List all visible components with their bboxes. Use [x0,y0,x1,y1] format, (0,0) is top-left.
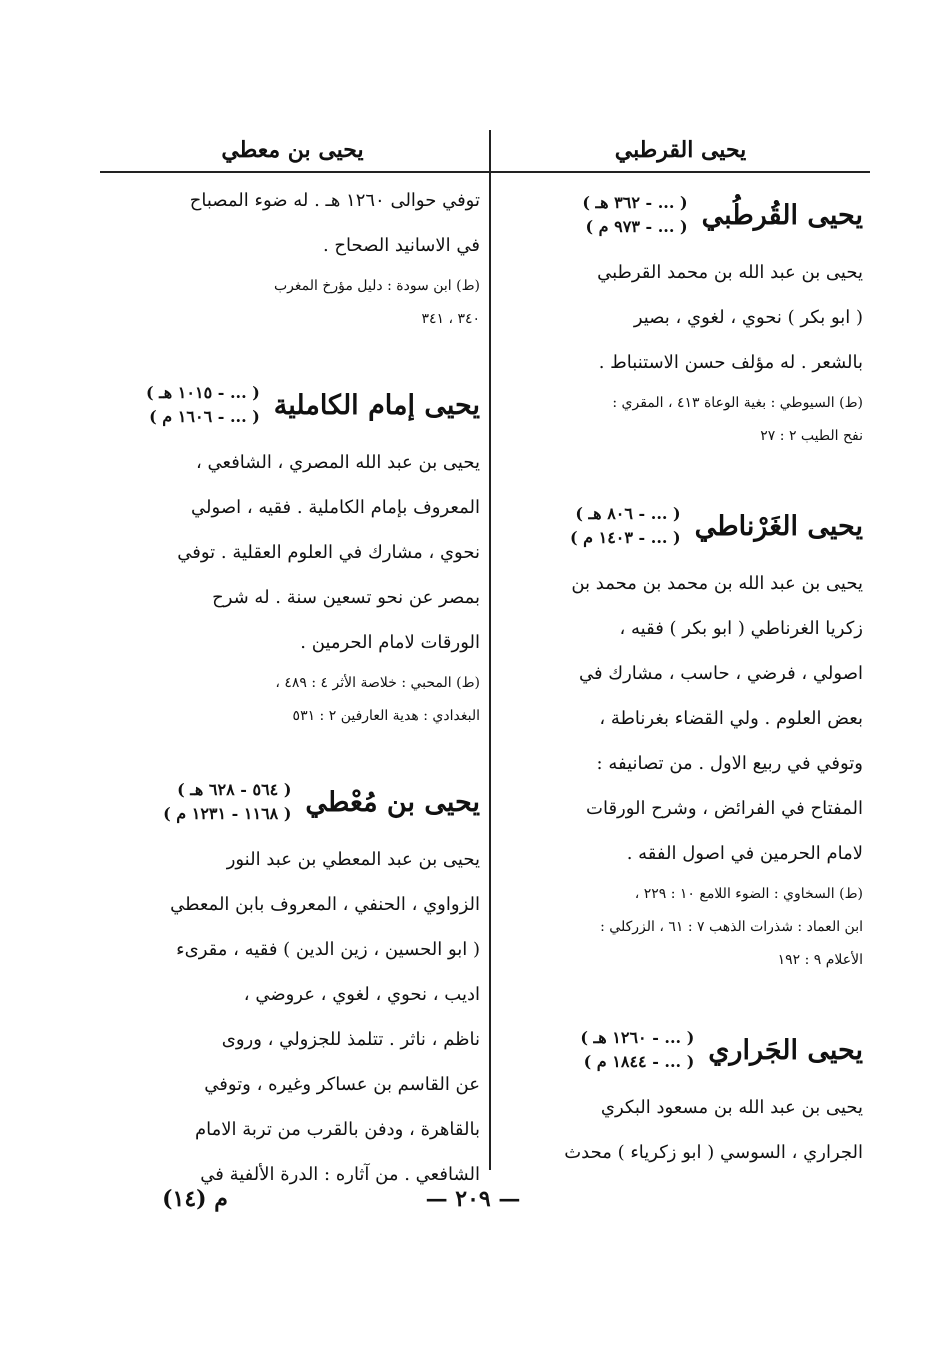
entry-text-line: اصولي ، فرضي ، حاسب ، مشارك في [578,663,863,684]
entry-source-line: البغدادي : هدية العارفين ٢ : ٥٣١ [292,708,480,724]
entry-text-line: اديب ، نحوي ، لغوي ، عروضي ، [243,984,480,1005]
entry-text-line: ( ابو الحسين ، زين الدين ) فقيه ، مقرىء [176,939,480,960]
signature-mark: م (١٤) [162,1186,228,1212]
entry-name: يحيى القُرطُبي [701,199,863,231]
column-divider [489,130,491,1170]
entry-dates [570,502,681,550]
entry-text-line: زكريا الغرناطي ( ابو بكر ) فقيه ، [619,618,863,639]
entry-gharnati [498,491,863,975]
entry-text-line: يحيى بن عبد الله بن محمد بن محمد بن [571,573,863,594]
entry-name: يحيى الغَرْناطي [694,510,863,542]
entry-text-line: يحيى بن عبد الله بن محمد القرطبي [597,262,863,283]
entry-text-line: بالشعر . له مؤلف حسن الاستنباط . [598,352,863,373]
entry-dates [582,191,687,239]
dates-gregorian: ( ... - ٩٧٣ م ) [585,217,688,236]
dates-gregorian: ( ... - ١٦٠٦ م ) [149,407,260,426]
entry-text-line: الشافعي . من آثاره : الدرة الألفية في [200,1164,480,1185]
entry-text-line: بالقاهرة ، ودفن بالقرب من تربة الامام [194,1119,480,1140]
entry-text-line: بعض العلوم . ولي القضاء بغرناطة ، [599,708,863,729]
entry-text-line: الجراري ، السوسي ( ابو زكرياء ) محدث [564,1142,863,1163]
entry-text-line: وتوفي في ربيع الاول . من تصانيفه : [596,753,863,774]
entry-text-line: لامام الحرمين في اصول الفقه . [626,843,863,864]
entry-heading [105,370,480,440]
entry-dates [580,1026,694,1074]
page-number: — ٢٠٩ — [425,1186,521,1212]
entry-source-line: الأعلام ٩ : ١٩٢ [777,952,863,968]
entry-source-line: (ط) السيوطي : بغية الوعاة ٤١٣ ، المقري : [612,395,863,411]
entry-name: يحيى بن مُعْطي [305,786,480,818]
right-running-header: يحيى القرطبي [614,137,747,163]
entry-heading [105,767,480,837]
entry-text-line: يحيى بن عبد المعطي بن عبد النور [226,849,480,870]
entry-text-line: نحوي ، مشارك في العلوم العقلية . توفي [177,542,480,563]
entry-text-line: المعروف بإمام الكاملية . فقيه ، اصولي [191,497,480,518]
entry-text-line: يحيى بن عبد الله المصري ، الشافعي ، [195,452,480,473]
entry-source-line: ٣٤٠ ، ٣٤١ [421,311,480,327]
entry-source-line: (ط) السخاوي : الضوء اللامع ١٠ : ٢٢٩ ، [634,886,863,902]
dates-gregorian: ( ١١٦٨ - ١٢٣١ م ) [163,804,292,823]
entry-heading [498,491,863,561]
dates-hijri: ( ... - ٨٠٦ هـ ) [575,504,681,523]
entry-ibn-muti [105,767,480,1197]
entry-text-line: الورقات لامام الحرمين . [300,632,480,653]
entry-text-line: ( ابو بكر ) نحوي ، لغوي ، بصير [633,307,863,328]
entry-heading [498,180,863,250]
dates-gregorian: ( ... - ١٨٤٤ م ) [583,1052,695,1071]
entry-text-line: بمصر عن نحو تسعين سنة . له شرح [212,587,480,608]
entry-text-line: الزواوي ، الحنفي ، المعروف بابن المعطي [170,894,480,915]
entry-name: يحيى إمام الكاملية [273,389,480,421]
entry-dates [163,778,291,826]
right-column [498,130,863,1175]
dates-hijri: ( ... - ١٠١٥ هـ ) [145,383,260,402]
entry-heading [498,1015,863,1085]
entry-text-line: عن القاسم بن عساكر وغيره ، وتوفي [204,1074,480,1095]
dates-gregorian: ( ... - ١٤٠٣ م ) [569,528,681,547]
entry-continuation [105,178,480,334]
dates-hijri: ( ٥٦٤ - ٦٢٨ هـ ) [177,780,292,799]
entry-text-line: ناظم ، ناثر . تتلمذ للجزولي ، وروى [221,1029,480,1050]
entry-text-line: في الاسانيد الصحاح . [322,235,480,256]
entry-text-line: توفي حوالى ١٢٦٠ هـ . له ضوء المصباح [189,190,480,211]
entry-source-line: ابن العماد : شذرات الذهب ٧ : ٦١ ، الزركلي : [600,919,863,935]
entry-jirari [498,1015,863,1175]
left-column [105,130,480,1197]
dates-hijri: ( ... - ١٢٦٠ هـ ) [580,1028,695,1047]
entry-source-line: نفح الطيب ٢ : ٢٧ [760,428,863,444]
entry-qurtubi [498,180,863,451]
dates-hijri: ( ... - ٣٦٢ هـ ) [582,193,688,212]
entry-dates [146,381,260,429]
entry-name: يحيى الجَراري [708,1034,863,1066]
entry-text-line: يحيى بن عبد الله بن مسعود البكري [600,1097,863,1118]
left-running-header: يحيى بن معطي [221,137,364,163]
entry-text-line: المفتاح في الفرائض ، وشرح الورقات [586,798,863,819]
entry-source-line: (ط) ابن سودة : دليل مؤرخ المغرب [273,278,480,294]
entry-source-line: (ط) المحبي : خلاصة الأثر ٤ : ٤٨٩ ، [275,675,480,691]
entry-imam-kamiliya [105,370,480,731]
